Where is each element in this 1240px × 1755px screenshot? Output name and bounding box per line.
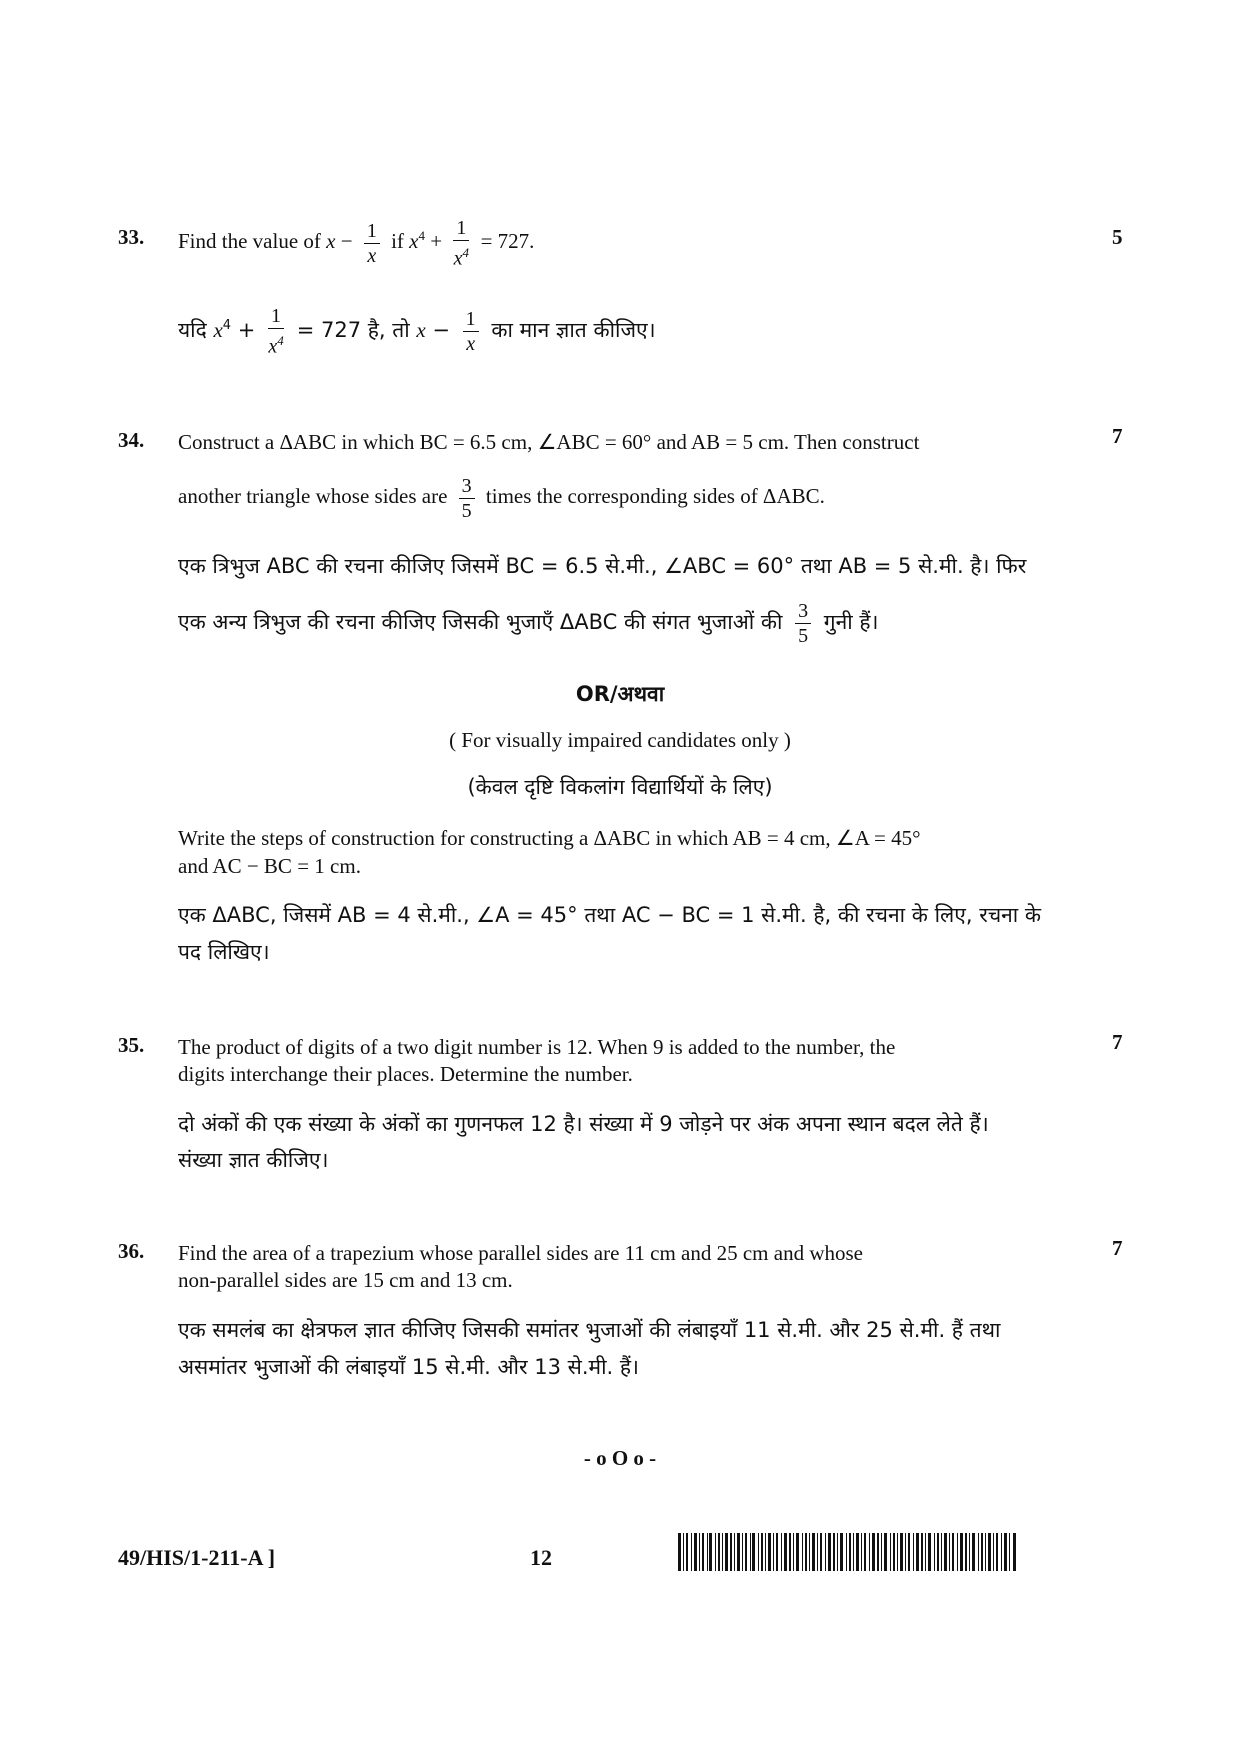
q34-en-line2a: another triangle whose sides are xyxy=(178,484,448,508)
end-of-paper-mark: - o O o - xyxy=(583,1446,657,1470)
q34-en-line2b: times the corresponding sides of ΔABC. xyxy=(485,484,825,508)
q33-hi-fraction-1-over-x4: $\frac{1}{x^4}$ xyxy=(268,304,284,358)
q34-hi-line1: एक त्रिभुज ABC की रचना कीजिए जिसमें BC = 6.5 से.मी., ∠ABC = 60° तथा AB = 5 से.मी. है। फिर xyxy=(178,554,1027,578)
q33-fraction-1-over-x: $\frac{1}{x}$ xyxy=(364,219,380,268)
barcode-icon xyxy=(678,1533,1016,1571)
q34-hi-fraction-3-over-5: $\frac{3}{5}$ xyxy=(795,599,811,648)
q36-en-line2: non-parallel sides are 15 cm and 13 cm. xyxy=(178,1268,513,1292)
q33-en-equation: = 727. xyxy=(480,229,535,253)
q36-en-line1: Find the area of a trapezium whose parallel sides are 11 cm and 25 cm and whose xyxy=(178,1241,863,1265)
q33-en-prefix: Find the value of xyxy=(178,229,321,253)
q34-alt-hi-line2: पद लिखिए। xyxy=(178,940,270,964)
question-36-marks: 7 xyxy=(1112,1236,1123,1260)
question-33-number: 33. xyxy=(118,225,145,249)
q34-hi-line2a: एक अन्य त्रिभुज की रचना कीजिए जिसकी भुजाएँ ΔABC की संगत भुजाओं की xyxy=(178,610,783,634)
q33-hi-fraction-1-over-x: $\frac{1}{x}$ xyxy=(463,307,479,356)
q36-hi-line1: एक समलंब का क्षेत्रफल ज्ञात कीजिए जिसकी समांतर भुजाओं की लंबाइयाँ 11 से.मी. और 25 से.मी. हैं तथा xyxy=(178,1318,1001,1342)
question-34-number: 34. xyxy=(118,428,145,452)
q35-en-line2: digits interchange their places. Determine the number. xyxy=(178,1062,633,1086)
q33-hi-suffix: का मान ज्ञात कीजिए। xyxy=(491,318,656,342)
or-label: OR/अथवा xyxy=(575,682,665,706)
question-35-marks: 7 xyxy=(1112,1030,1123,1054)
q35-en-line1: The product of digits of a two digit number is 12. When 9 is added to the number, the xyxy=(178,1035,896,1059)
q33-hi-prefix: यदि xyxy=(178,318,207,342)
visually-impaired-note-hindi: (केवल दृष्टि विकलांग विद्यार्थियों के लिए) xyxy=(467,775,773,799)
q35-hi-line1: दो अंकों की एक संख्या के अंकों का गुणनफल 12 है। संख्या में 9 जोड़ने पर अंक अपना स्थान बदल लेते हैं। xyxy=(178,1112,989,1136)
q34-alt-en-line1: Write the steps of construction for constructing a ΔABC in which AB = 4 cm, ∠A = 45° xyxy=(178,826,921,850)
q34-en-line2 xyxy=(178,466,1068,526)
q34-alt-hi-line1: एक ΔABC, जिसमें AB = 4 से.मी., ∠A = 45° तथा AC − BC = 1 से.मी. है, की रचना के लिए, रचना के xyxy=(178,903,1042,927)
question-36-number: 36. xyxy=(118,1239,145,1263)
question-35-number: 35. xyxy=(118,1033,145,1057)
question-34-marks: 7 xyxy=(1112,424,1123,448)
q35-hi-line2: संख्या ज्ञात कीजिए। xyxy=(178,1148,329,1172)
visually-impaired-note-english: ( For visually impaired candidates only ) xyxy=(449,728,791,752)
q34-fraction-3-over-5: $\frac{3}{5}$ xyxy=(459,474,475,523)
question-33-hindi: यदि $x^4$ + $\frac{1}{x^4}$ = 727 है, तो x − $\frac{1}{x}$ का मान ज्ञात कीजिए। xyxy=(178,304,656,358)
page-number: 12 xyxy=(530,1545,552,1570)
q36-hi-line2: असमांतर भुजाओं की लंबाइयाँ 15 से.मी. और 13 से.मी. हैं। xyxy=(178,1355,639,1379)
paper-code: 49/HIS/1-211-A ] xyxy=(118,1545,276,1570)
q33-hi-mid: = 727 है, तो xyxy=(296,318,410,342)
q33-en-if: if xyxy=(391,229,404,253)
q34-alt-en-line2: and AC − BC = 1 cm. xyxy=(178,854,361,878)
q33-fraction-1-over-x4: $\frac{1}{x^4}$ xyxy=(453,216,469,270)
q34-hi-line2b: गुनी हैं। xyxy=(823,610,879,634)
q34-en-line1: Construct a ΔABC in which BC = 6.5 cm, ∠ABC = 60° and AB = 5 cm. Then construct xyxy=(178,430,920,454)
question-33-marks: 5 xyxy=(1112,225,1123,249)
question-33-english: Find the value of x − $\frac{1}{x}$ if $x^4$ + $\frac{1}{x^4}$ = 727. xyxy=(178,216,535,270)
q34-hi-line2 xyxy=(178,592,1068,652)
